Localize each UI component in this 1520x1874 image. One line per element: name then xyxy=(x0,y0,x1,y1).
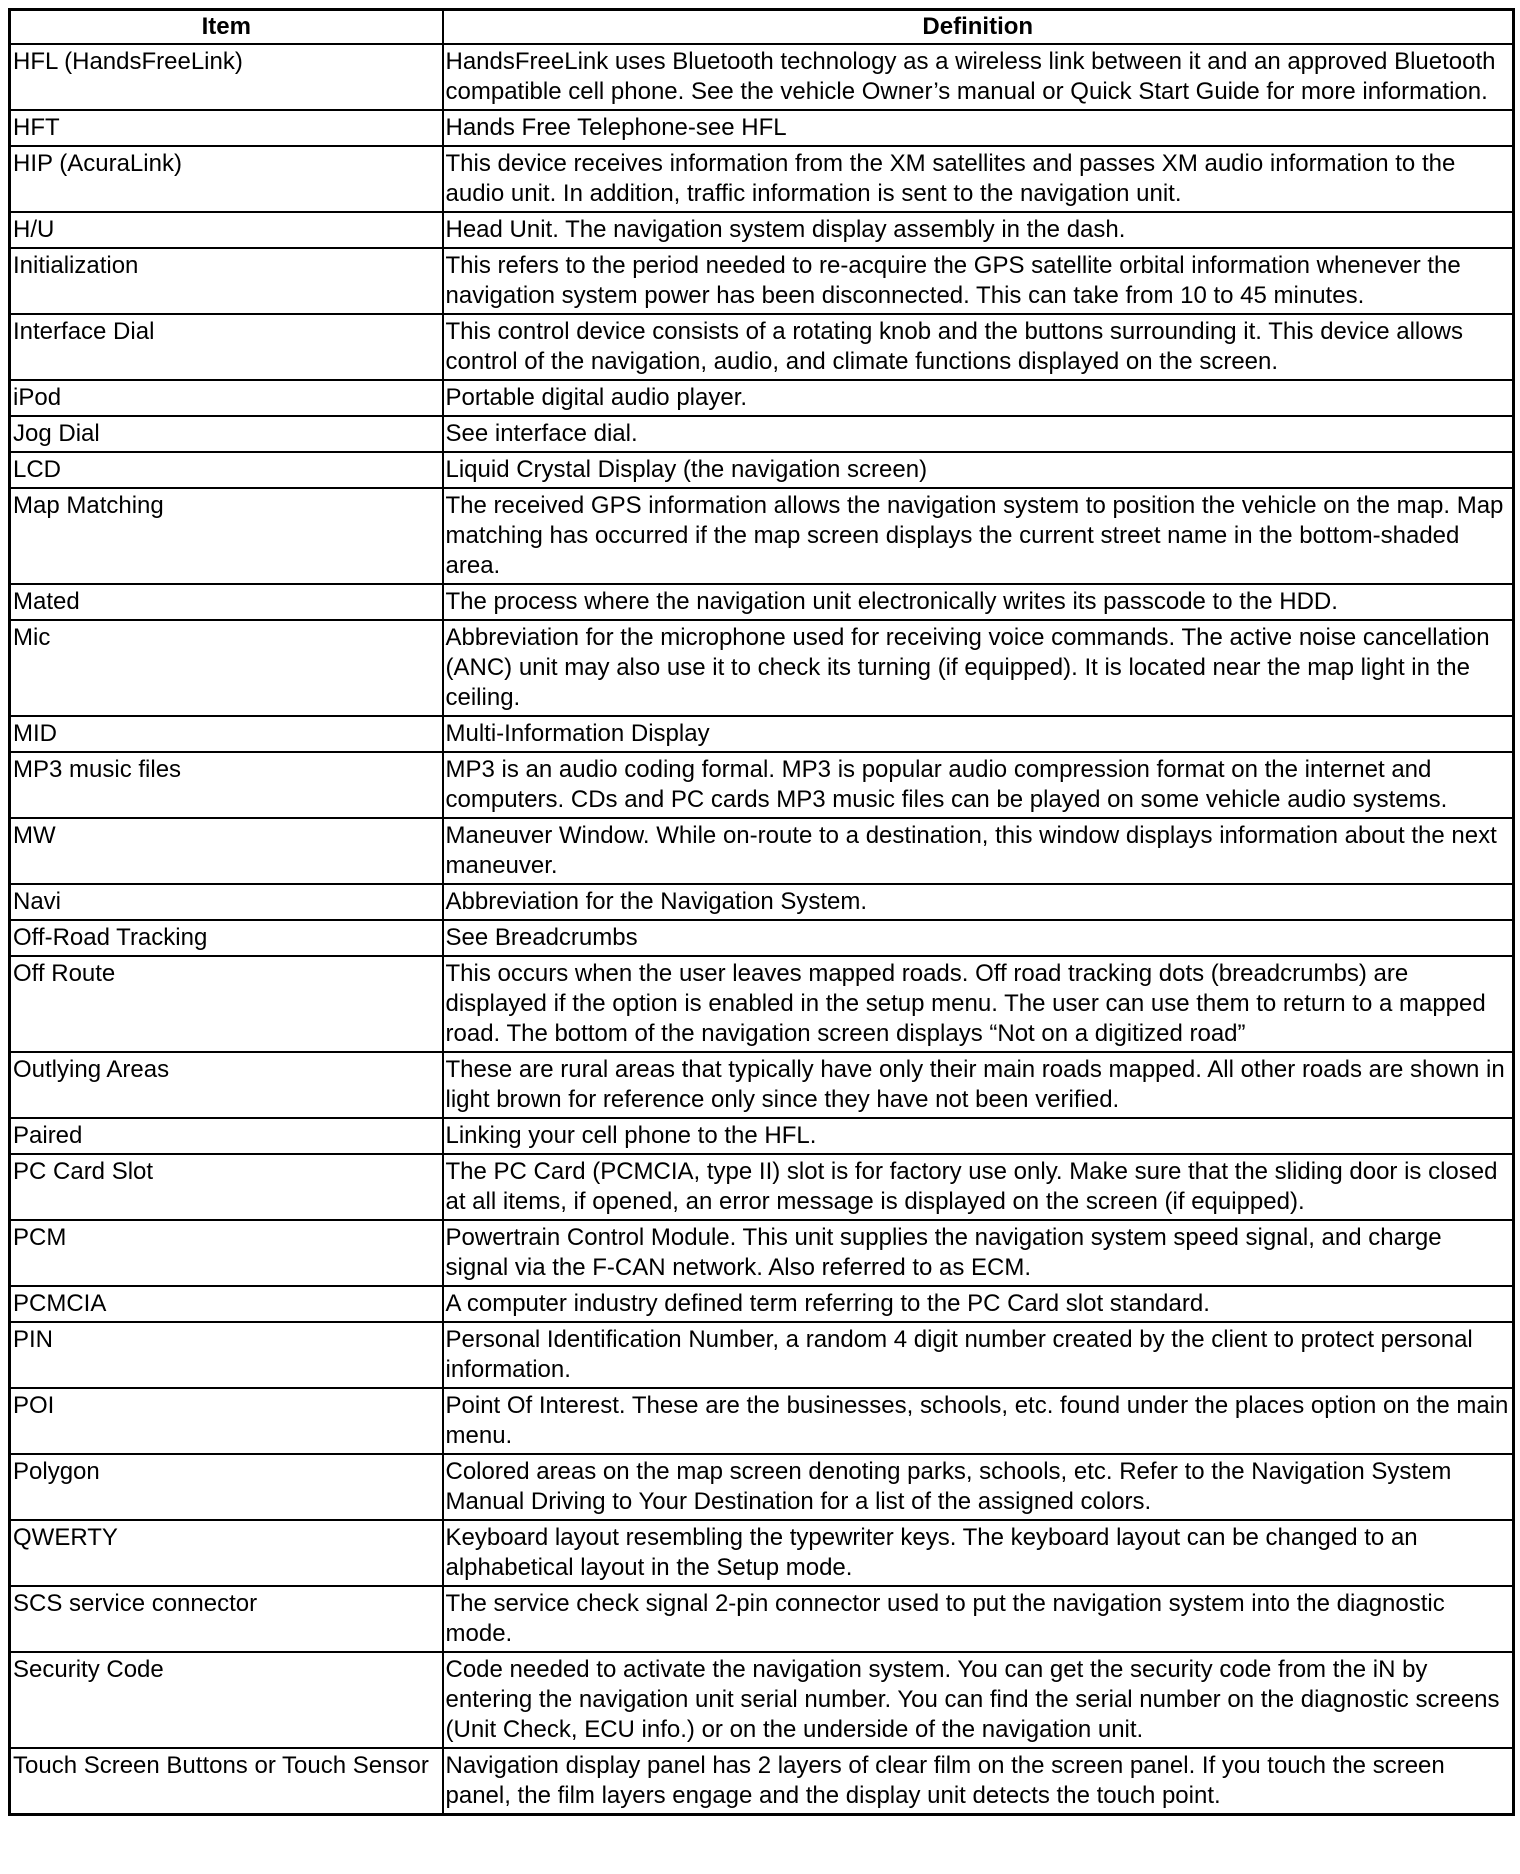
definition-cell: Code needed to activate the navigation system. You can get the security code from the iN by entering the navigation unit serial number. You can find the serial number on the diagnostic screens (Unit Check, ECU info.) or on the underside of the navigation unit. xyxy=(443,1652,1514,1748)
table-row xyxy=(10,956,1514,1052)
table-row xyxy=(10,1388,1514,1454)
table-row xyxy=(10,884,1514,920)
term-cell: HFL (HandsFreeLink) xyxy=(10,44,443,110)
definition-cell: MP3 is an audio coding formal. MP3 is popular audio compression format on the internet and computers. CDs and PC cards MP3 music files can be played on some vehicle audio systems. xyxy=(443,752,1514,818)
term-cell: Initialization xyxy=(10,248,443,314)
term-cell: QWERTY xyxy=(10,1520,443,1586)
table-header-row xyxy=(10,10,1514,45)
header-definition: Definition xyxy=(443,10,1514,45)
definition-cell: See Breadcrumbs xyxy=(443,920,1514,956)
term-cell: Touch Screen Buttons or Touch Sensor xyxy=(10,1748,443,1815)
term-cell: Mated xyxy=(10,584,443,620)
table-row xyxy=(10,1052,1514,1118)
definition-cell: HandsFreeLink uses Bluetooth technology as a wireless link between it and an approved Bluetooth compatible cell phone. See the vehicle Owner’s manual or Quick Start Guide for more information. xyxy=(443,44,1514,110)
table-row xyxy=(10,1586,1514,1652)
term-cell: Jog Dial xyxy=(10,416,443,452)
definition-cell: The received GPS information allows the navigation system to position the vehicle on the map. Map matching has occurred if the map screen displays the current street name in the bottom-shaded area. xyxy=(443,488,1514,584)
definition-cell: Point Of Interest. These are the businesses, schools, etc. found under the places option on the main menu. xyxy=(443,1388,1514,1454)
term-cell: SCS service connector xyxy=(10,1586,443,1652)
term-cell: Outlying Areas xyxy=(10,1052,443,1118)
definition-cell: The service check signal 2-pin connector used to put the navigation system into the diagnostic mode. xyxy=(443,1586,1514,1652)
table-row xyxy=(10,44,1514,110)
table-row xyxy=(10,1748,1514,1815)
definition-cell: Colored areas on the map screen denoting parks, schools, etc. Refer to the Navigation System Manual Driving to Your Destination for a list of the assigned colors. xyxy=(443,1454,1514,1520)
term-cell: Security Code xyxy=(10,1652,443,1748)
table-row xyxy=(10,1322,1514,1388)
table-row xyxy=(10,1220,1514,1286)
glossary-table xyxy=(8,8,1515,1816)
definition-cell: This occurs when the user leaves mapped roads. Off road tracking dots (breadcrumbs) are displayed if the option is enabled in the setup menu. The user can use them to return to a mapped road. The bottom of the navigation screen displays “Not on a digitized road” xyxy=(443,956,1514,1052)
definition-cell: The process where the navigation unit electronically writes its passcode to the HDD. xyxy=(443,584,1514,620)
table-row xyxy=(10,1520,1514,1586)
definition-cell: A computer industry defined term referring to the PC Card slot standard. xyxy=(443,1286,1514,1322)
term-cell: LCD xyxy=(10,452,443,488)
term-cell: HFT xyxy=(10,110,443,146)
table-row xyxy=(10,146,1514,212)
definition-cell: Multi-Information Display xyxy=(443,716,1514,752)
term-cell: iPod xyxy=(10,380,443,416)
table-row xyxy=(10,818,1514,884)
definition-cell: Linking your cell phone to the HFL. xyxy=(443,1118,1514,1154)
table-row xyxy=(10,920,1514,956)
definition-cell: Abbreviation for the Navigation System. xyxy=(443,884,1514,920)
term-cell: MW xyxy=(10,818,443,884)
definition-cell: Portable digital audio player. xyxy=(443,380,1514,416)
definition-cell: This refers to the period needed to re-acquire the GPS satellite orbital information whenever the navigation system power has been disconnected. This can take from 10 to 45 minutes. xyxy=(443,248,1514,314)
definition-cell: Hands Free Telephone-see HFL xyxy=(443,110,1514,146)
definition-cell: Abbreviation for the microphone used for receiving voice commands. The active noise cancellation (ANC) unit may also use it to check its turning (if equipped). It is located near the map light in the ceiling. xyxy=(443,620,1514,716)
definition-cell: See interface dial. xyxy=(443,416,1514,452)
table-row xyxy=(10,488,1514,584)
table-row xyxy=(10,248,1514,314)
term-cell: Interface Dial xyxy=(10,314,443,380)
term-cell: Map Matching xyxy=(10,488,443,584)
definition-cell: Powertrain Control Module. This unit supplies the navigation system speed signal, and charge signal via the F-CAN network. Also referred to as ECM. xyxy=(443,1220,1514,1286)
table-row xyxy=(10,416,1514,452)
table-row xyxy=(10,584,1514,620)
definition-cell: The PC Card (PCMCIA, type II) slot is for factory use only. Make sure that the sliding door is closed at all items, if opened, an error message is displayed on the screen (if equipped). xyxy=(443,1154,1514,1220)
definition-cell: This device receives information from the XM satellites and passes XM audio information to the audio unit. In addition, traffic information is sent to the navigation unit. xyxy=(443,146,1514,212)
term-cell: HIP (AcuraLink) xyxy=(10,146,443,212)
term-cell: Navi xyxy=(10,884,443,920)
term-cell: H/U xyxy=(10,212,443,248)
term-cell: MP3 music files xyxy=(10,752,443,818)
table-row xyxy=(10,1154,1514,1220)
term-cell: MID xyxy=(10,716,443,752)
table-row xyxy=(10,716,1514,752)
term-cell: Off-Road Tracking xyxy=(10,920,443,956)
term-cell: PCM xyxy=(10,1220,443,1286)
term-cell: PC Card Slot xyxy=(10,1154,443,1220)
definition-cell: Navigation display panel has 2 layers of clear film on the screen panel. If you touch the screen panel, the film layers engage and the display unit detects the touch point. xyxy=(443,1748,1514,1815)
definition-cell: This control device consists of a rotating knob and the buttons surrounding it. This device allows control of the navigation, audio, and climate functions displayed on the screen. xyxy=(443,314,1514,380)
definition-cell: Liquid Crystal Display (the navigation screen) xyxy=(443,452,1514,488)
table-row xyxy=(10,452,1514,488)
table-row xyxy=(10,314,1514,380)
table-row xyxy=(10,620,1514,716)
table-body xyxy=(10,44,1514,1815)
term-cell: Polygon xyxy=(10,1454,443,1520)
table-row xyxy=(10,752,1514,818)
table-row xyxy=(10,212,1514,248)
table-row xyxy=(10,110,1514,146)
definition-cell: Personal Identification Number, a random 4 digit number created by the client to protect personal information. xyxy=(443,1322,1514,1388)
term-cell: Off Route xyxy=(10,956,443,1052)
table-row xyxy=(10,380,1514,416)
term-cell: Paired xyxy=(10,1118,443,1154)
glossary-document xyxy=(8,8,1512,1816)
definition-cell: Keyboard layout resembling the typewriter keys. The keyboard layout can be changed to an alphabetical layout in the Setup mode. xyxy=(443,1520,1514,1586)
header-item: Item xyxy=(10,10,443,45)
definition-cell: These are rural areas that typically have only their main roads mapped. All other roads are shown in light brown for reference only since they have not been verified. xyxy=(443,1052,1514,1118)
term-cell: PCMCIA xyxy=(10,1286,443,1322)
term-cell: PIN xyxy=(10,1322,443,1388)
definition-cell: Maneuver Window. While on-route to a destination, this window displays information about the next maneuver. xyxy=(443,818,1514,884)
term-cell: Mic xyxy=(10,620,443,716)
table-row xyxy=(10,1286,1514,1322)
term-cell: POI xyxy=(10,1388,443,1454)
table-row xyxy=(10,1118,1514,1154)
definition-cell: Head Unit. The navigation system display assembly in the dash. xyxy=(443,212,1514,248)
table-row xyxy=(10,1652,1514,1748)
table-row xyxy=(10,1454,1514,1520)
